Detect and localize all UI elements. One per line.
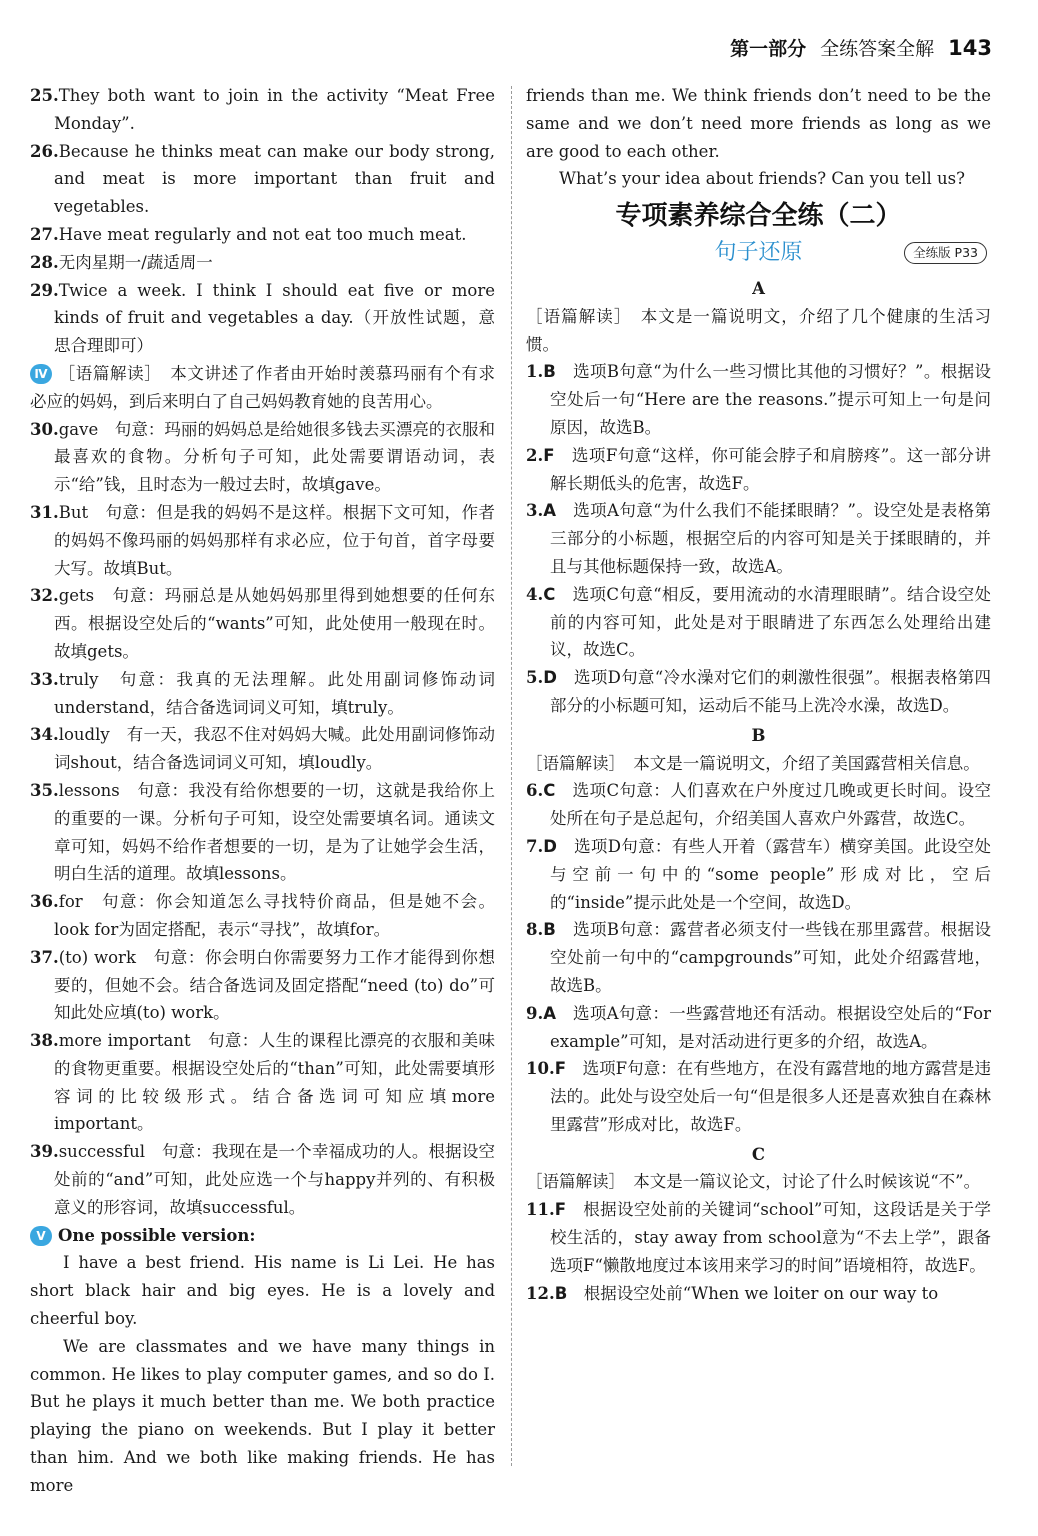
item-number: 2. [526, 445, 544, 465]
explanation-text: 选项A句意“为什么我们不能揉眼睛？”。设空处是表格第三部分的小标题，根据空后的内容可知是关于揉眼睛的，并且与其他标题保持一致，故选A。 [550, 501, 991, 576]
answer-word: successful [58, 1142, 146, 1162]
item-number: 3. [526, 501, 544, 521]
answer-letter: D [543, 836, 557, 856]
summary-text: ［语篇解读］ 本文讲述了作者由开始时羡慕玛丽有个有求必应的妈妈，到后来明白了自己妈妈教育她的良苦用心。 [30, 363, 495, 411]
item-number: 37. [30, 947, 59, 967]
item-number: 12. [526, 1283, 555, 1303]
explanation-text: 句意：人生的课程比漂亮的衣服和美味的食物更重要。根据设空处后的“than”可知，此处需要填形容词的比较级形式。结合备选词可知应填more important。 [54, 1031, 495, 1134]
item-number: 31. [30, 502, 59, 522]
answer-letter: B [543, 920, 556, 940]
item-number: 1. [526, 362, 544, 382]
section-title: 专项素养综合全练（二） [615, 201, 902, 232]
item-number: 33. [30, 669, 59, 689]
essay-paragraph: friends than me. We think friends don’t need to be the same and we don’t need more friends as long as we are good to each other. [526, 86, 991, 161]
answer-word: (to) work [58, 947, 136, 967]
answer-word: loudly [58, 725, 110, 745]
column-divider [511, 86, 512, 1466]
page-number: 143 [948, 36, 992, 60]
answer-item [30, 277, 495, 360]
explanation-text: 选项C句意：人们喜欢在户外度过几晚或更长时间。设空处所在句子是总起句，介绍美国人喜欢户外露营，故选C。 [550, 781, 991, 829]
reading-summary: ［语篇解读］ 本文是一篇议论文，讨论了什么时候该说“不”。 [526, 1172, 981, 1192]
explanation-text: 有一天，我忍不住对妈妈大喊。此处用副词修饰动词shout，结合备选词词义可知，填loudly。 [54, 725, 495, 773]
answer-item [30, 666, 495, 722]
answer-item [526, 1280, 991, 1308]
item-text: They both want to join in the activity “Meat Free Monday”. [54, 86, 495, 133]
item-number: 30. [30, 419, 59, 439]
answer-item [30, 138, 495, 221]
explanation-text: 根据设空处前的关键词“school”可知，这段话是关于学校生活的，stay away from school意为“不去上学”，跟备选项F“懒散地度过本该用来学习的时间”语境相符，故选F。 [550, 1200, 991, 1275]
item-text: 无肉星期一/蔬适周一 [58, 252, 213, 272]
answer-item [30, 416, 495, 499]
answer-item [526, 1000, 991, 1056]
answer-letter: B [554, 1283, 568, 1303]
answer-item [526, 916, 991, 999]
explanation-text: 选项A句意：一些露营地还有活动。根据设空处后的“For example”可知，是对活动进行更多的介绍，故选A。 [550, 1003, 991, 1051]
part-letter: C [751, 1144, 766, 1164]
answer-letter: F [554, 1059, 566, 1079]
explanation-text: 选项D句意“冷水澡对它们的刺激性很强”。根据表格第四部分的小标题可知，运动后不能马上洗冷水澡，故选D。 [550, 668, 991, 715]
answer-item [30, 249, 495, 277]
answer-item [30, 1138, 495, 1221]
part-letter: A [752, 278, 765, 298]
writing-heading [30, 1222, 495, 1250]
essay-paragraph: What’s your idea about friends? Can you tell us? [559, 169, 965, 189]
answer-word: more important [58, 1031, 191, 1051]
item-number: 29. [30, 280, 59, 300]
explanation-text: 选项B句意：露营者必须支付一些钱在那里露营。根据设空处前一句中的“campgrounds”可知，此处介绍露营地，故选B。 [550, 920, 991, 995]
answer-item [30, 221, 495, 249]
item-number: 8. [526, 920, 544, 940]
part-letter: B [751, 725, 766, 745]
item-number: 27. [30, 224, 59, 244]
answer-word: lessons [58, 780, 120, 800]
explanation-text: 句意：我没有给你想要的一切，这就是我给你上的重要的一课。分析句子可知，设空处需要填名词。通读文章可知，妈妈不给作者想要的一切，是为了让她学会生活，明白生活的道理。故填lessons。 [54, 780, 495, 884]
explanation-text: 句意：玛丽的妈妈总是给她很多钱去买漂亮的衣服和最喜欢的食物。分析句子可知，此处需要谓语动词，表示“给”钱，且时态为一般过去时，故填gave。 [54, 419, 495, 495]
item-number: 26. [30, 141, 59, 161]
answer-item [526, 358, 991, 441]
item-text: Because he thinks meat can make our body strong, and meat is more important than fruit and vegetables. [54, 141, 495, 217]
answer-letter: B [543, 362, 556, 382]
item-number: 7. [526, 836, 544, 856]
item-number: 28. [30, 252, 59, 272]
answer-item [526, 1196, 991, 1279]
answer-item [526, 581, 991, 664]
right-column [526, 82, 991, 1307]
sub-title: 句子还原 [714, 239, 803, 265]
answer-item [30, 499, 495, 582]
answer-item [526, 1055, 991, 1138]
reading-summary: ［语篇解读］ 本文是一篇说明文，介绍了美国露营相关信息。 [526, 753, 980, 773]
item-number: 35. [30, 780, 59, 800]
answer-item [30, 777, 495, 888]
explanation-text: 选项D句意：有些人开着（露营车）横穿美国。此设空处与空前一句中的“some people”形成对比，空后的“inside”提示此处是一个空间，故选D。 [550, 836, 991, 912]
explanation-text: 句意：我现在是一个幸福成功的人。根据设空处前的“and”可知，此处应选一个与happy并列的、有积极意义的形容词，故填successful。 [54, 1142, 495, 1217]
explanation-text: 句意：你会知道怎么寻找特价商品，但是她不会。look for为固定搭配，表示“寻找”，故填for。 [54, 892, 495, 939]
item-number: 9. [526, 1003, 544, 1023]
item-number: 34. [30, 725, 59, 745]
explanation-text: 选项F句意：在有些地方，在没有露营地的地方露营是违法的。此处与设空处后一句“但是很多人还是喜欢独自在森林里露营”形成对比，故选F。 [550, 1059, 991, 1134]
answer-word: But [58, 502, 89, 522]
item-number: 39. [30, 1142, 59, 1162]
answer-letter: F [554, 1200, 566, 1220]
answer-item [30, 721, 495, 777]
answer-item [30, 888, 495, 944]
answer-item [526, 442, 991, 498]
page-header [730, 34, 992, 61]
answer-item [526, 497, 991, 580]
explanation-text: 选项B句意“为什么一些习惯比其他的习惯好？”。根据设空处后一句“Here are the reasons.”提示可知上一句是问原因，故选B。 [550, 362, 991, 437]
answer-letter: D [543, 668, 557, 688]
explanation-text: 句意：但是我的妈妈不是这样。根据下文可知，作者的妈妈不像玛丽的妈妈那样有求必应，位于句首，首字母要大写。故填But。 [54, 502, 495, 578]
answer-word: gave [58, 419, 99, 439]
item-number: 38. [30, 1031, 59, 1051]
header-subtitle: 全练答案全解 [820, 38, 935, 60]
answer-word: truly [58, 669, 99, 689]
reading-summary [30, 360, 495, 416]
item-number: 36. [30, 892, 59, 912]
explanation-text: 句意：你会明白你需要努力工作才能得到你想要的，但她不会。结合备选词及固定搭配“need (to) do”可知此处应填(to) work。 [54, 947, 495, 1023]
answer-item [30, 944, 495, 1027]
answer-letter: A [543, 501, 557, 521]
answer-letter: F [543, 445, 555, 465]
essay-paragraph: I have a best friend. His name is Li Lei. He has short black hair and big eyes. He is a lovely and cheerful boy. [30, 1253, 495, 1329]
answer-item [30, 582, 495, 665]
explanation-text: 选项F句意“这样，你可能会脖子和肩膀疼”。这一部分讲解长期低头的危害，故选F。 [550, 445, 991, 493]
item-number: 25. [30, 86, 59, 105]
essay-paragraph: We are classmates and we have many things in common. He likes to play computer games, and so do I. But he plays it much better than me. We both practice playing the piano on weekends. But I play it better than him. And we both like making friends. He has more [30, 1336, 495, 1495]
answer-item [526, 664, 991, 720]
section-badge: Ⅴ [30, 1226, 52, 1246]
item-number: 10. [526, 1059, 555, 1079]
subtitle-row [526, 233, 991, 273]
item-number: 11. [526, 1200, 555, 1220]
item-number: 4. [526, 584, 544, 604]
explanation-text: 根据设空处前“When we loiter on our way to [567, 1283, 939, 1303]
section-badge: Ⅳ [30, 364, 52, 384]
explanation-text: 句意：我真的无法理解。此处用副词修饰动词understand，结合备选词词义可知，填truly。 [54, 669, 495, 717]
answer-item [526, 777, 991, 833]
reading-summary: ［语篇解读］ 本文是一篇说明文，介绍了几个健康的生活习惯。 [526, 306, 991, 354]
left-column [30, 82, 495, 1500]
item-number: 32. [30, 586, 59, 606]
page-reference-pill: 全练版 P33 [904, 242, 987, 264]
header-section: 第一部分 [730, 38, 807, 60]
answer-item [30, 1027, 495, 1138]
answer-letter: C [543, 584, 556, 604]
answer-letter: A [543, 1003, 557, 1023]
item-text: Have meat regularly and not eat too much meat. [58, 224, 467, 244]
item-text: Twice a week. I think I should eat five or more kinds of fruit and vegetables a day.（开放性试题，意思合理即可） [54, 280, 495, 356]
explanation-text: 选项C句意“相反，要用流动的水清理眼睛”。结合设空处前的内容可知，此处是对于眼睛进了东西怎么处理给出建议，故选C。 [550, 584, 991, 660]
answer-item [526, 833, 991, 916]
item-number: 5. [526, 668, 544, 688]
explanation-text: 句意：玛丽总是从她妈妈那里得到她想要的任何东西。根据设空处后的“wants”可知，此处使用一般现在时。故填gets。 [54, 586, 495, 661]
answer-word: for [58, 892, 83, 912]
writing-title: One possible version: [58, 1225, 256, 1245]
answer-item [30, 82, 495, 138]
answer-letter: C [543, 781, 556, 801]
item-number: 6. [526, 781, 544, 801]
answer-word: gets [58, 586, 95, 606]
